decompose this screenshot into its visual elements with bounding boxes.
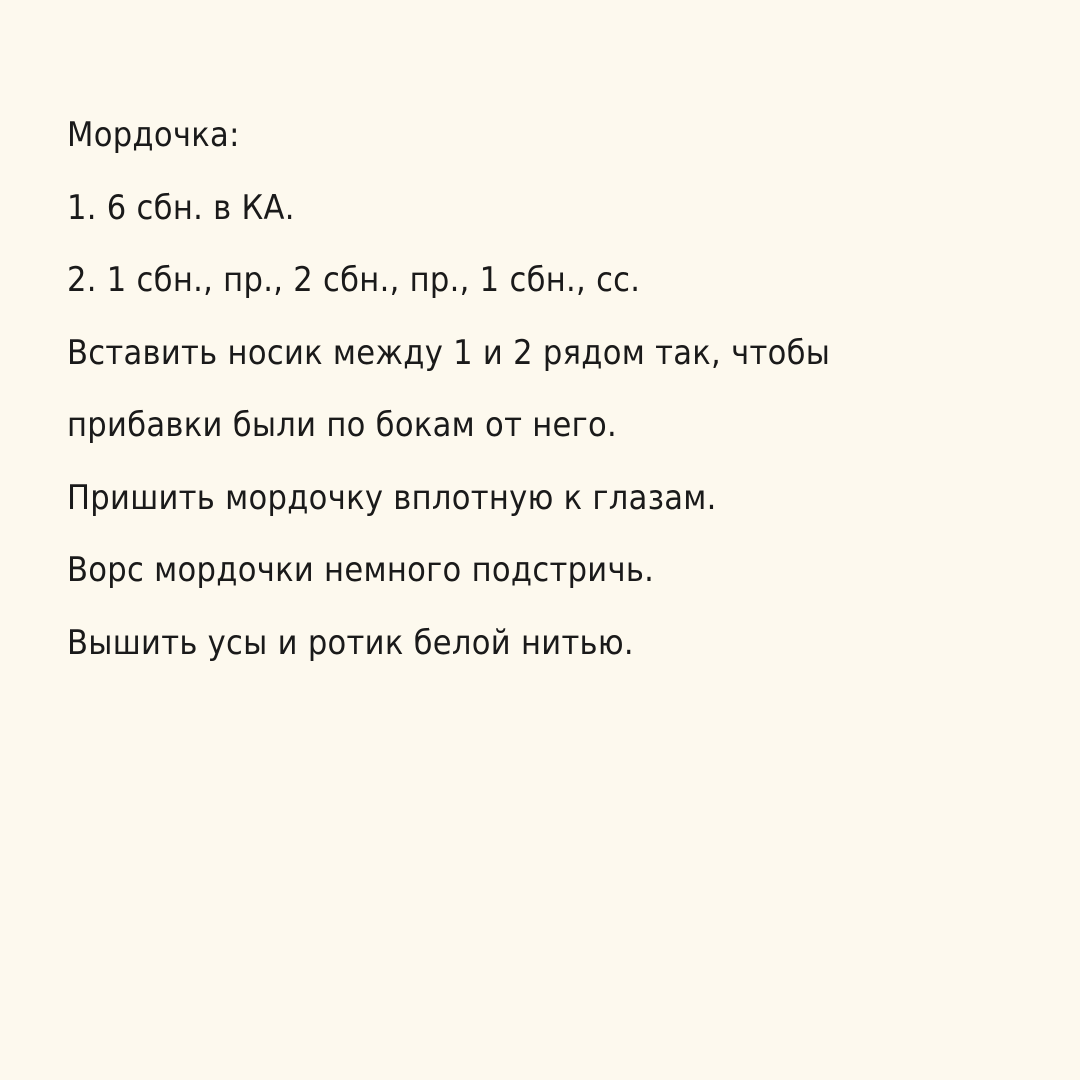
row-1-instruction: 1. 6 сбн. в КА. [67, 187, 295, 228]
instruction-line: Пришить мордочку вплотную к глазам. [67, 477, 717, 518]
instruction-line: прибавки были по бокам от него. [67, 405, 618, 445]
instruction-line: Вышить усы и ротик белой нитью. [67, 622, 634, 663]
instruction-line: Ворс мордочки немного подстричь. [67, 550, 655, 590]
instructions-text [67, 99, 1027, 679]
section-heading: Мордочка: [67, 115, 240, 155]
row-2-instruction: 2. 1 сбн., пр., 2 сбн., пр., 1 сбн., сс. [67, 260, 641, 300]
instruction-line: Вставить носик между 1 и 2 рядом так, чтобы [67, 332, 831, 373]
